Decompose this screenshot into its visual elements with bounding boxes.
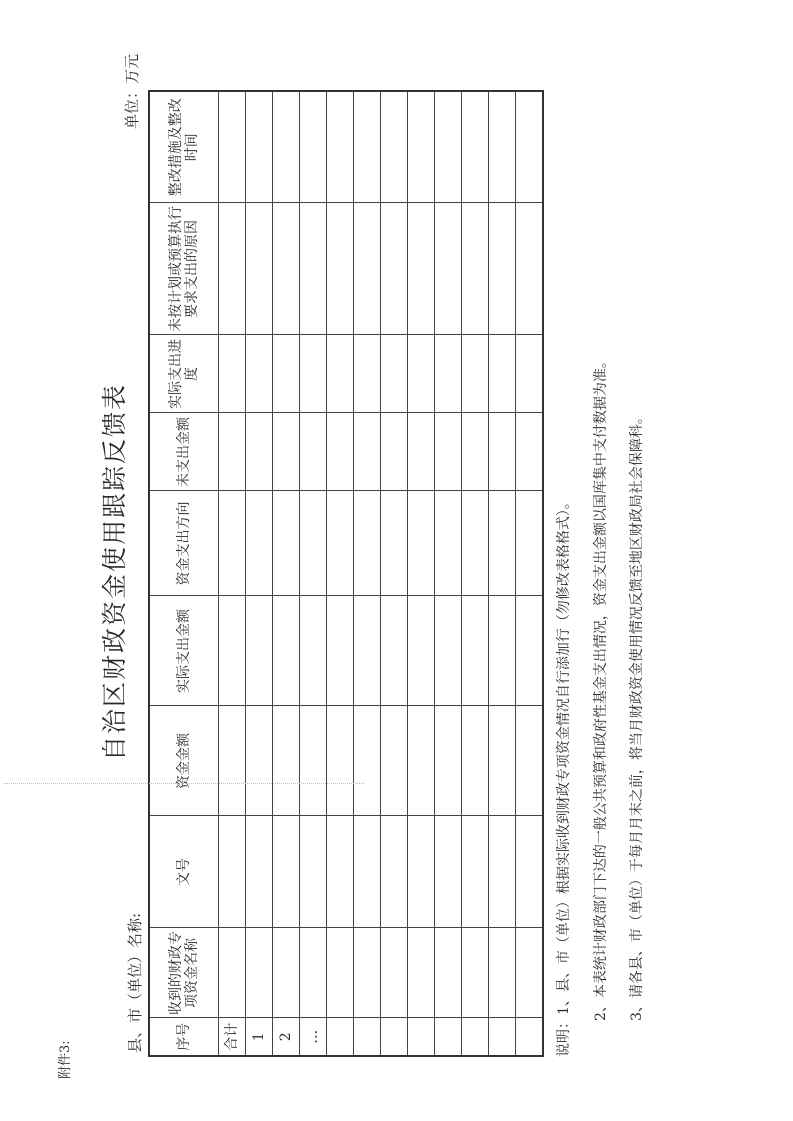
header-doc-no: 文号 <box>149 816 219 928</box>
table-cell[interactable] <box>489 596 516 706</box>
table-cell[interactable] <box>300 91 327 203</box>
table-cell[interactable] <box>354 596 381 706</box>
table-cell[interactable] <box>516 335 544 413</box>
table-cell[interactable] <box>408 491 435 596</box>
table-cell[interactable] <box>354 413 381 491</box>
table-cell[interactable] <box>327 596 354 706</box>
table-cell[interactable] <box>381 413 408 491</box>
table-cell[interactable] <box>462 706 489 816</box>
table-cell[interactable] <box>462 928 489 1018</box>
table-cell[interactable] <box>327 335 354 413</box>
scan-edge-mark <box>4 783 364 784</box>
row-seq-cell[interactable] <box>489 1018 516 1056</box>
table-cell[interactable] <box>273 203 300 335</box>
table-cell[interactable] <box>489 706 516 816</box>
table-cell[interactable] <box>327 816 354 928</box>
table-cell[interactable] <box>300 491 327 596</box>
table-cell[interactable] <box>300 706 327 816</box>
row-seq-cell[interactable] <box>381 1018 408 1056</box>
table-cell[interactable] <box>246 413 273 491</box>
region-label: 县、市（单位）名称: <box>126 912 144 1053</box>
table-cell[interactable] <box>462 335 489 413</box>
table-cell[interactable] <box>219 203 246 335</box>
header-amount: 资金金额 <box>149 706 219 816</box>
table-cell[interactable] <box>435 928 462 1018</box>
table-row <box>489 91 516 1056</box>
header-reason: 未按计划或预算执行要求支出的原因 <box>149 203 219 335</box>
feedback-table <box>148 90 544 1057</box>
table-row <box>354 91 381 1056</box>
table-cell[interactable] <box>381 203 408 335</box>
table-cell[interactable] <box>273 335 300 413</box>
table-cell[interactable] <box>462 596 489 706</box>
table-cell[interactable] <box>435 203 462 335</box>
table-cell[interactable] <box>489 335 516 413</box>
table-cell[interactable] <box>300 928 327 1018</box>
table-cell[interactable] <box>462 413 489 491</box>
table-cell[interactable] <box>489 413 516 491</box>
document-title: 自治区财政资金使用跟踪反馈表 <box>100 382 129 761</box>
table-cell[interactable] <box>300 816 327 928</box>
table-row <box>246 91 273 1056</box>
table-cell[interactable] <box>327 413 354 491</box>
table-cell[interactable] <box>516 491 544 596</box>
table-cell[interactable] <box>489 816 516 928</box>
table-cell[interactable] <box>219 816 246 928</box>
table-cell[interactable] <box>516 816 544 928</box>
header-unspent: 未支出金额 <box>149 413 219 491</box>
table-cell[interactable] <box>219 413 246 491</box>
table-cell[interactable] <box>219 596 246 706</box>
table-cell[interactable] <box>327 928 354 1018</box>
table-cell[interactable] <box>381 596 408 706</box>
table-cell[interactable] <box>435 491 462 596</box>
table-cell[interactable] <box>516 413 544 491</box>
table-row <box>516 91 544 1056</box>
table-cell[interactable] <box>246 816 273 928</box>
table-cell[interactable] <box>408 596 435 706</box>
table-cell[interactable] <box>246 203 273 335</box>
row-seq-cell[interactable]: … <box>300 1018 327 1056</box>
table-cell[interactable] <box>354 335 381 413</box>
table-cell[interactable] <box>219 706 246 816</box>
table-cell[interactable] <box>408 413 435 491</box>
table-cell[interactable] <box>327 706 354 816</box>
table-cell[interactable] <box>408 335 435 413</box>
table-cell[interactable] <box>435 91 462 203</box>
table-cell[interactable] <box>435 816 462 928</box>
table-cell[interactable] <box>408 816 435 928</box>
table-cell[interactable] <box>354 91 381 203</box>
table-cell[interactable] <box>300 335 327 413</box>
unit-label: 单位：万元 <box>123 53 141 129</box>
table-row <box>300 91 327 1056</box>
table-cell[interactable] <box>381 91 408 203</box>
table-cell[interactable] <box>381 928 408 1018</box>
table-cell[interactable] <box>219 335 246 413</box>
table-cell[interactable] <box>354 928 381 1018</box>
header-seq: 序号 <box>149 1018 219 1056</box>
header-progress: 实际支出进度 <box>149 335 219 413</box>
table-cell[interactable] <box>327 203 354 335</box>
table-cell[interactable] <box>462 491 489 596</box>
header-actual-spent: 实际支出金额 <box>149 596 219 706</box>
table-cell[interactable] <box>273 91 300 203</box>
table-cell[interactable] <box>246 706 273 816</box>
table-cell[interactable] <box>246 91 273 203</box>
table-cell[interactable] <box>354 491 381 596</box>
table-cell[interactable] <box>408 91 435 203</box>
note-3: 3、请各县、市（单位）于每月月末之前，将当月财政资金使用情况反馈至地区财政局社会保障科。 <box>629 410 645 1021</box>
table-cell[interactable] <box>273 706 300 816</box>
table-cell[interactable] <box>462 91 489 203</box>
table-cell[interactable] <box>273 596 300 706</box>
header-direction: 资金支出方向 <box>149 491 219 596</box>
table-cell[interactable] <box>219 91 246 203</box>
table-row <box>435 91 462 1056</box>
row-seq-cell[interactable] <box>516 1018 544 1056</box>
table-cell[interactable] <box>219 491 246 596</box>
row-seq-cell[interactable]: 合计 <box>219 1018 246 1056</box>
table-cell[interactable] <box>246 928 273 1018</box>
header-measures: 整改措施及整改时间 <box>149 91 219 203</box>
attachment-label: 附件3: <box>58 1040 73 1079</box>
table-cell[interactable] <box>354 816 381 928</box>
note-1: 说明：1、县、市（单位）根据实际收到财政专项资金情况自行添加行（勿修改表格格式）。 <box>556 495 572 1057</box>
table-cell[interactable] <box>435 706 462 816</box>
row-seq-cell[interactable] <box>462 1018 489 1056</box>
table-cell[interactable] <box>489 91 516 203</box>
table-row <box>462 91 489 1056</box>
table-cell[interactable] <box>327 491 354 596</box>
table-cell[interactable] <box>354 706 381 816</box>
row-seq-cell[interactable] <box>327 1018 354 1056</box>
table-body <box>219 91 544 1056</box>
row-seq-cell[interactable] <box>435 1018 462 1056</box>
row-seq-cell[interactable] <box>408 1018 435 1056</box>
table-row <box>327 91 354 1056</box>
row-seq-cell[interactable]: 1 <box>246 1018 273 1056</box>
header-fund-name: 收到的财政专项资金名称 <box>149 928 219 1018</box>
table-cell[interactable] <box>435 596 462 706</box>
table-cell[interactable] <box>516 596 544 706</box>
table-row <box>219 91 246 1056</box>
table-cell[interactable] <box>462 816 489 928</box>
table-cell[interactable] <box>489 491 516 596</box>
table-cell[interactable] <box>273 928 300 1018</box>
table-cell[interactable] <box>516 203 544 335</box>
table-cell[interactable] <box>246 335 273 413</box>
table-cell[interactable] <box>408 706 435 816</box>
table-row <box>273 91 300 1056</box>
table-cell[interactable] <box>381 335 408 413</box>
table-cell[interactable] <box>516 928 544 1018</box>
table-cell[interactable] <box>408 928 435 1018</box>
table-cell[interactable] <box>273 413 300 491</box>
table-cell[interactable] <box>489 203 516 335</box>
table-cell[interactable] <box>300 596 327 706</box>
table-cell[interactable] <box>300 203 327 335</box>
row-seq-cell[interactable]: 2 <box>273 1018 300 1056</box>
row-seq-cell[interactable] <box>354 1018 381 1056</box>
note-2: 2、本表统计财政部门下达的一般公共预算和政府性基金支出情况，资金支出金额以国库集中支付数据为准。 <box>593 354 609 1021</box>
table-cell[interactable] <box>246 491 273 596</box>
table-cell[interactable] <box>246 596 273 706</box>
table-cell[interactable] <box>489 928 516 1018</box>
table-cell[interactable] <box>435 413 462 491</box>
table-cell[interactable] <box>435 335 462 413</box>
table-cell[interactable] <box>381 491 408 596</box>
table-cell[interactable] <box>219 928 246 1018</box>
table-cell[interactable] <box>327 91 354 203</box>
table-header-row <box>149 91 219 1056</box>
table-cell[interactable] <box>381 816 408 928</box>
table-cell[interactable] <box>462 203 489 335</box>
table-row <box>381 91 408 1056</box>
table-cell[interactable] <box>408 203 435 335</box>
table-cell[interactable] <box>300 413 327 491</box>
table-row <box>408 91 435 1056</box>
table-cell[interactable] <box>273 491 300 596</box>
table-cell[interactable] <box>381 706 408 816</box>
table-cell[interactable] <box>273 816 300 928</box>
table-cell[interactable] <box>516 706 544 816</box>
table-cell[interactable] <box>516 91 544 203</box>
table-cell[interactable] <box>354 203 381 335</box>
